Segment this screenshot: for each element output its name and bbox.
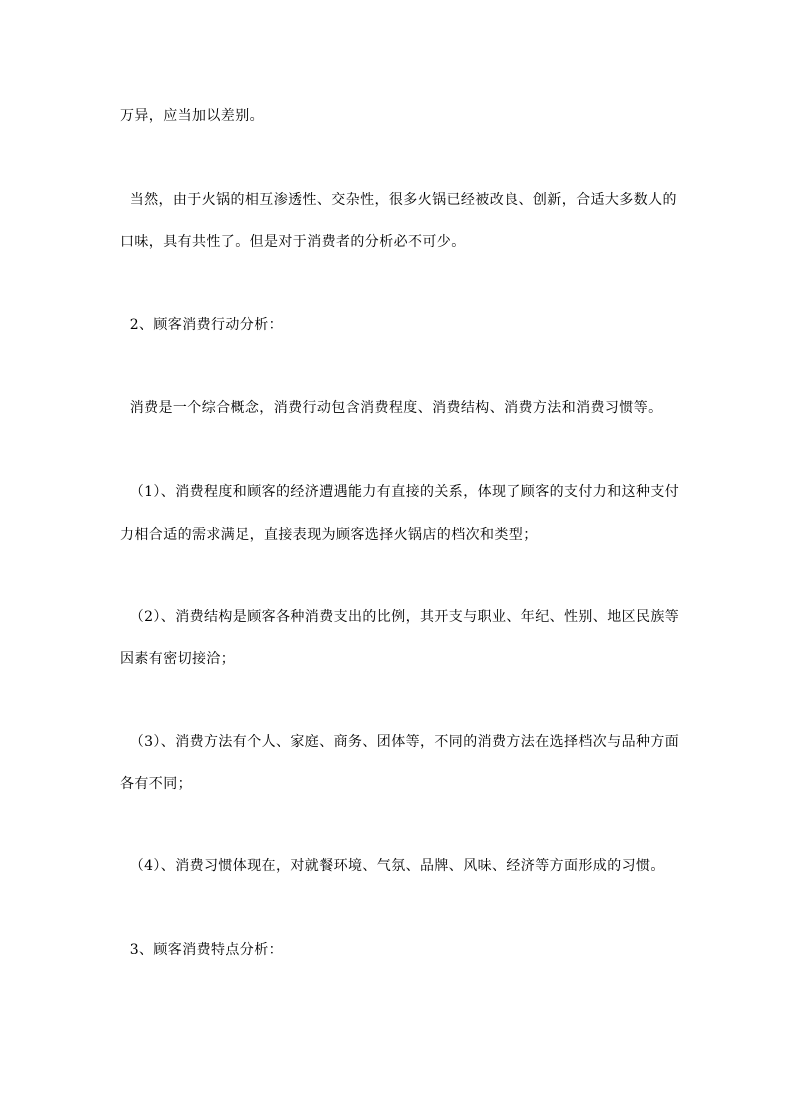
list-item-line: 力相合适的需求满足，直接表现为顾客选择火锅店的档次和类型； bbox=[120, 527, 538, 543]
paragraph-line: 当然，由于火锅的相互渗透性、交杂性，很多火锅已经被改良、创新，合适大多数人的 bbox=[120, 192, 677, 208]
list-item-line: （1）、消费程度和顾客的经济遭遇能力有直接的关系，体现了顾客的支付力和这种支付 bbox=[120, 484, 680, 500]
section-heading: 2、顾客消费行动分析： bbox=[120, 317, 284, 333]
list-item-line: （4）、消费习惯体现在，对就餐环境、气氛、品牌、风味、经济等方面形成的习惯。 bbox=[120, 858, 665, 874]
section-heading: 3、顾客消费特点分析： bbox=[120, 942, 284, 958]
list-item-line: （2）、消费结构是顾客各种消费支出的比例，其开支与职业、年纪、性别、地区民族等 bbox=[120, 609, 680, 625]
list-item-line: 各有不同； bbox=[120, 776, 192, 792]
list-item-line: （3）、消费方法有个人、家庭、商务、团体等，不同的消费方法在选择档次与品种方面 bbox=[120, 734, 680, 750]
paragraph-line: 万异，应当加以差别。 bbox=[120, 108, 264, 124]
paragraph-line: 口味，具有共性了。但是对于消费者的分析必不可少。 bbox=[120, 234, 466, 250]
list-item-line: 因素有密切接洽； bbox=[120, 651, 236, 667]
paragraph-line: 消费是一个综合概念，消费行动包含消费程度、消费结构、消费方法和消费习惯等。 bbox=[120, 400, 663, 416]
